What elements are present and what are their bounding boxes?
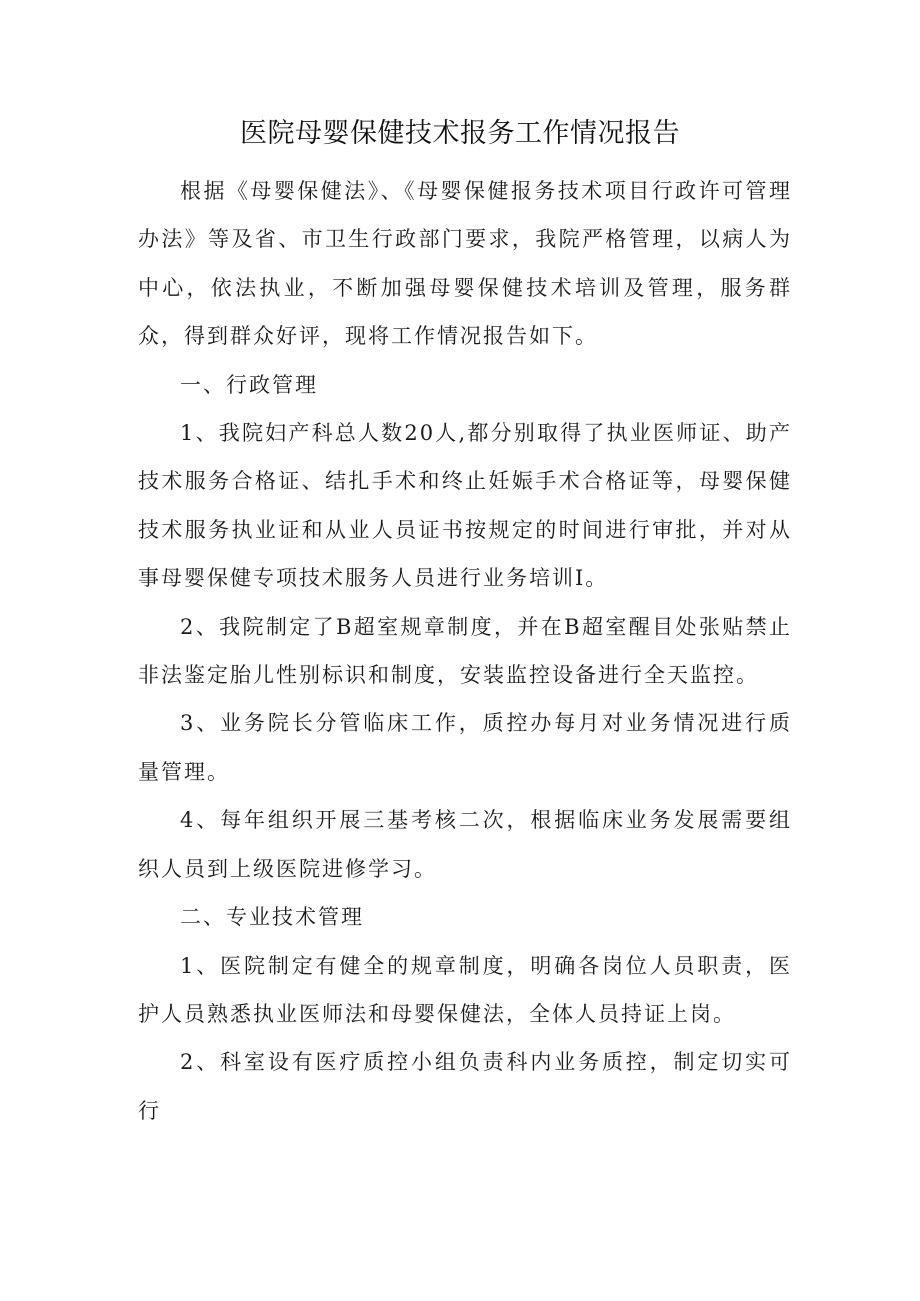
intro-paragraph: 根据《母婴保健法》、《母婴保健报务技术项目行政许可管理办法》等及省、市卫生行政部门要求，我院严格管理，以病人为中心，依法执业，不断加强母婴保健技术培训及管理，服务群众，得到群众好评，现将工作情况报告如下。 (138, 179, 792, 349)
list-item: 2、我院制定了B超室规章制度，并在B超室醒目处张贴禁止非法鉴定胎儿性别标识和制度，安装监控设备进行全天监控。 (138, 614, 792, 688)
document-title: 医院母婴保健技术报务工作情况报告 (240, 118, 680, 149)
document-body (138, 167, 792, 1135)
list-item: 1、我院妇产科总人数20人,都分别取得了执业医师证、助产技术服务合格证、结扎手术和终止妊娠手术合格证等，母婴保健技术服务执业证和从业人员证书按规定的时间进行审批，并对从事母婴保健专项技术服务人员进行业务培训I。 (138, 421, 792, 591)
list-item: 2、科室设有医疗质控小组负责科内业务质控，制定切实可行 (138, 1050, 792, 1123)
section-heading-administration: 一、行政管理 (180, 372, 318, 397)
section-heading-technical: 二、专业技术管理 (180, 905, 364, 930)
list-item: 3、业务院长分管临床工作，质控办每月对业务情况进行质量管理。 (138, 711, 792, 784)
list-item: 1、医院制定有健全的规章制度，明确各岗位人员职责，医护人员熟悉执业医师法和母婴保健法，全体人员持证上岗。 (138, 953, 792, 1026)
list-item: 4、每年组织开展三基考核二次，根据临床业务发展需要组织人员到上级医院进修学习。 (138, 808, 792, 881)
